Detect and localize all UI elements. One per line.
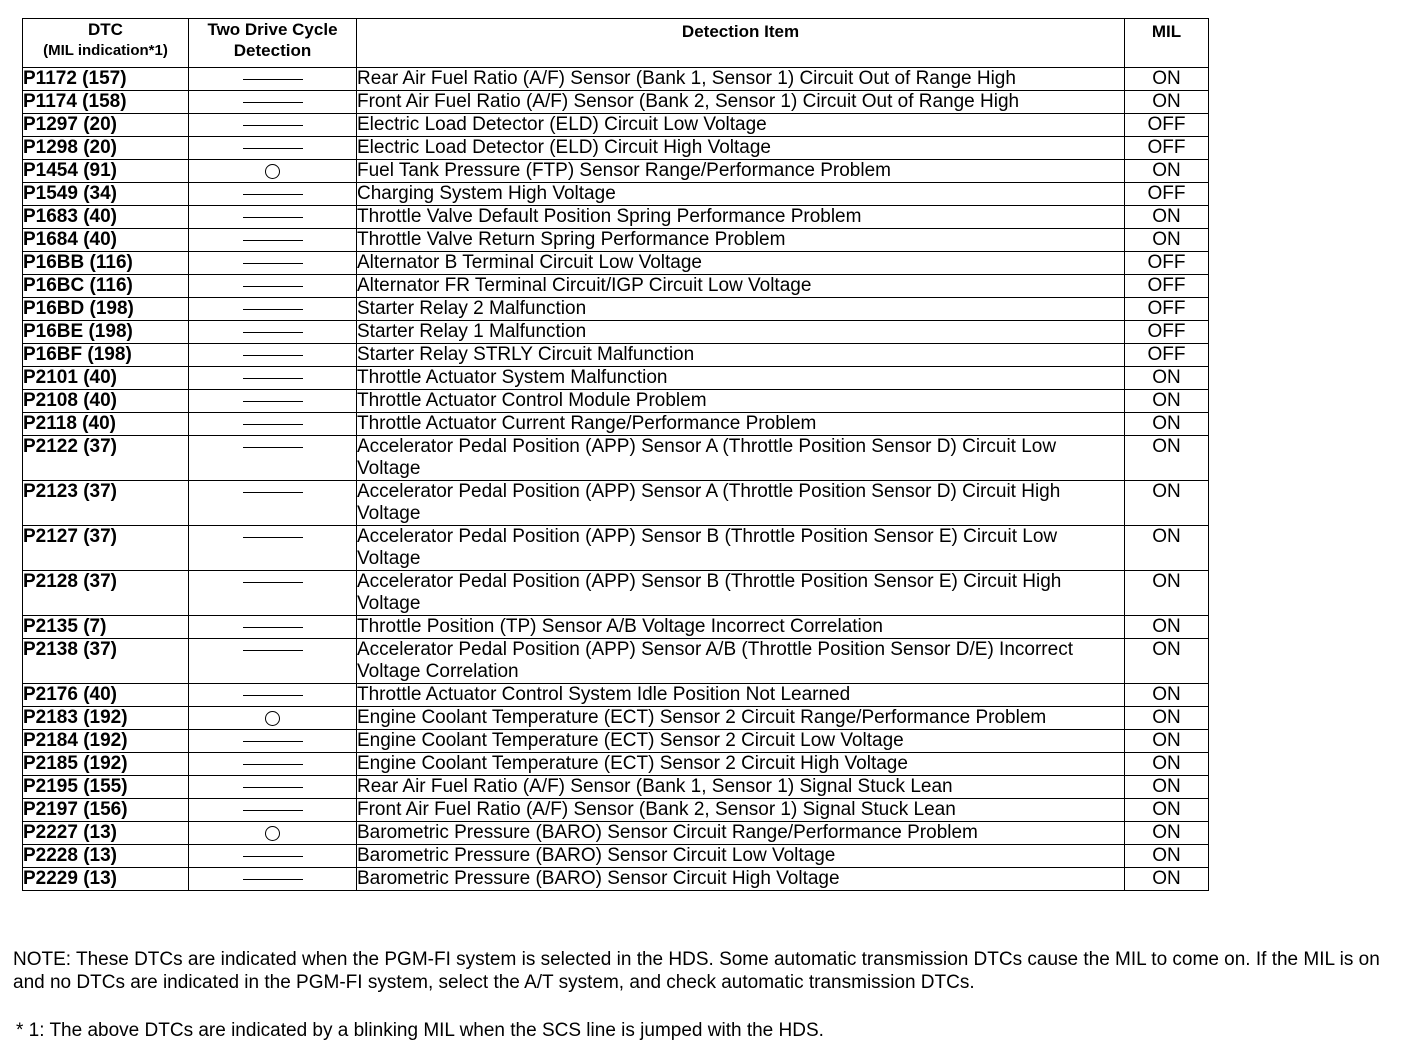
two-drive-cycle-cell <box>189 616 357 639</box>
table-row <box>23 845 1209 868</box>
two-drive-cycle-cell <box>189 845 357 868</box>
mil-status: OFF <box>1125 114 1209 137</box>
dtc-code: P1174 (158) <box>23 91 189 114</box>
dtc-code: P2195 (155) <box>23 776 189 799</box>
dtc-code: P2127 (37) <box>23 526 189 571</box>
header-detection-item: Detection Item <box>357 19 1125 68</box>
header-two-drive-cycle <box>189 19 357 68</box>
dash-mark-icon <box>243 125 303 126</box>
two-drive-cycle-cell <box>189 707 357 730</box>
table-row <box>23 390 1209 413</box>
table-row <box>23 137 1209 160</box>
table-row <box>23 91 1209 114</box>
dtc-code: P16BC (116) <box>23 275 189 298</box>
detection-item: Accelerator Pedal Position (APP) Sensor A (Throttle Position Sensor D) Circuit Low Voltage <box>357 436 1125 481</box>
table-row <box>23 68 1209 91</box>
table-row <box>23 114 1209 137</box>
dash-mark-icon <box>243 148 303 149</box>
table-row <box>23 684 1209 707</box>
detection-item: Barometric Pressure (BARO) Sensor Circuit Range/Performance Problem <box>357 822 1125 845</box>
two-drive-cycle-cell <box>189 344 357 367</box>
two-drive-cycle-cell <box>189 822 357 845</box>
dtc-code: P1172 (157) <box>23 68 189 91</box>
detection-item: Engine Coolant Temperature (ECT) Sensor 2 Circuit High Voltage <box>357 753 1125 776</box>
detection-item: Starter Relay STRLY Circuit Malfunction <box>357 344 1125 367</box>
detection-item: Front Air Fuel Ratio (A/F) Sensor (Bank 2, Sensor 1) Circuit Out of Range High <box>357 91 1125 114</box>
dash-mark-icon <box>243 194 303 195</box>
detection-item: Accelerator Pedal Position (APP) Sensor A/B (Throttle Position Sensor D/E) Incorrect Voltage Correlation <box>357 639 1125 684</box>
dash-mark-icon <box>243 650 303 651</box>
two-drive-cycle-cell <box>189 68 357 91</box>
table-row <box>23 481 1209 526</box>
table-row <box>23 160 1209 183</box>
two-drive-cycle-cell <box>189 571 357 616</box>
table-row <box>23 753 1209 776</box>
detection-item: Throttle Position (TP) Sensor A/B Voltage Incorrect Correlation <box>357 616 1125 639</box>
two-drive-cycle-cell <box>189 730 357 753</box>
mil-status: ON <box>1125 68 1209 91</box>
mil-status: ON <box>1125 776 1209 799</box>
mil-status: ON <box>1125 616 1209 639</box>
header-dtc <box>23 19 189 68</box>
dash-mark-icon <box>243 492 303 493</box>
dash-mark-icon <box>243 764 303 765</box>
two-drive-cycle-cell <box>189 206 357 229</box>
detection-item: Engine Coolant Temperature (ECT) Sensor 2 Circuit Low Voltage <box>357 730 1125 753</box>
detection-item: Alternator FR Terminal Circuit/IGP Circuit Low Voltage <box>357 275 1125 298</box>
dtc-code: P1684 (40) <box>23 229 189 252</box>
dash-mark-icon <box>243 102 303 103</box>
dash-mark-icon <box>243 856 303 857</box>
dtc-code: P16BE (198) <box>23 321 189 344</box>
footnote-text: * 1: The above DTCs are indicated by a blinking MIL when the SCS line is jumped with the HDS. <box>16 1020 824 1041</box>
dtc-code: P2118 (40) <box>23 413 189 436</box>
two-drive-cycle-cell <box>189 137 357 160</box>
dtc-code: P1297 (20) <box>23 114 189 137</box>
header-dtc-line2: (MIL indication*1) <box>43 42 168 59</box>
table-row <box>23 707 1209 730</box>
table-row <box>23 229 1209 252</box>
table-row <box>23 298 1209 321</box>
dtc-code: P2184 (192) <box>23 730 189 753</box>
circle-mark-icon <box>265 164 280 179</box>
detection-item: Accelerator Pedal Position (APP) Sensor B (Throttle Position Sensor E) Circuit Low Voltage <box>357 526 1125 571</box>
dash-mark-icon <box>243 355 303 356</box>
dash-mark-icon <box>243 217 303 218</box>
dash-mark-icon <box>243 537 303 538</box>
table-row <box>23 413 1209 436</box>
table-row <box>23 252 1209 275</box>
mil-status: ON <box>1125 390 1209 413</box>
table-row <box>23 367 1209 390</box>
dtc-code: P2101 (40) <box>23 367 189 390</box>
mil-status: ON <box>1125 571 1209 616</box>
dtc-code: P2176 (40) <box>23 684 189 707</box>
dtc-code: P2135 (7) <box>23 616 189 639</box>
detection-item: Front Air Fuel Ratio (A/F) Sensor (Bank 2, Sensor 1) Signal Stuck Lean <box>357 799 1125 822</box>
detection-item: Rear Air Fuel Ratio (A/F) Sensor (Bank 1, Sensor 1) Circuit Out of Range High <box>357 68 1125 91</box>
dash-mark-icon <box>243 309 303 310</box>
dash-mark-icon <box>243 879 303 880</box>
dtc-code: P2138 (37) <box>23 639 189 684</box>
detection-item: Accelerator Pedal Position (APP) Sensor A (Throttle Position Sensor D) Circuit High Voltage <box>357 481 1125 526</box>
header-two-drive-line2: Detection <box>233 41 312 60</box>
mil-status: ON <box>1125 229 1209 252</box>
detection-item: Throttle Actuator Control Module Problem <box>357 390 1125 413</box>
dash-mark-icon <box>243 79 303 80</box>
two-drive-cycle-cell <box>189 639 357 684</box>
mil-status: OFF <box>1125 298 1209 321</box>
two-drive-cycle-cell <box>189 114 357 137</box>
dtc-table <box>22 18 1209 891</box>
table-row <box>23 206 1209 229</box>
two-drive-cycle-cell <box>189 684 357 707</box>
dash-mark-icon <box>243 263 303 264</box>
table-row <box>23 730 1209 753</box>
dash-mark-icon <box>243 332 303 333</box>
dash-mark-icon <box>243 582 303 583</box>
table-row <box>23 526 1209 571</box>
detection-item: Rear Air Fuel Ratio (A/F) Sensor (Bank 1, Sensor 1) Signal Stuck Lean <box>357 776 1125 799</box>
two-drive-cycle-cell <box>189 160 357 183</box>
mil-status: ON <box>1125 413 1209 436</box>
header-two-drive-line1: Two Drive Cycle <box>207 20 338 39</box>
dash-mark-icon <box>243 286 303 287</box>
mil-status: OFF <box>1125 344 1209 367</box>
dtc-code: P1683 (40) <box>23 206 189 229</box>
two-drive-cycle-cell <box>189 252 357 275</box>
detection-item: Throttle Actuator Control System Idle Position Not Learned <box>357 684 1125 707</box>
mil-status: ON <box>1125 481 1209 526</box>
two-drive-cycle-cell <box>189 481 357 526</box>
mil-status: ON <box>1125 845 1209 868</box>
dtc-code: P1549 (34) <box>23 183 189 206</box>
table-row <box>23 275 1209 298</box>
dtc-code: P2122 (37) <box>23 436 189 481</box>
table-header-row <box>23 19 1209 68</box>
detection-item: Barometric Pressure (BARO) Sensor Circuit Low Voltage <box>357 845 1125 868</box>
dtc-code: P1298 (20) <box>23 137 189 160</box>
mil-status: ON <box>1125 799 1209 822</box>
dash-mark-icon <box>243 627 303 628</box>
dtc-code: P1454 (91) <box>23 160 189 183</box>
table-body <box>23 68 1209 891</box>
table-row <box>23 799 1209 822</box>
mil-status: ON <box>1125 822 1209 845</box>
mil-status: ON <box>1125 160 1209 183</box>
detection-item: Fuel Tank Pressure (FTP) Sensor Range/Performance Problem <box>357 160 1125 183</box>
note-text: NOTE: These DTCs are indicated when the PGM-FI system is selected in the HDS. Some automatic transmission DTCs cause the MIL to come on. If the MIL is on and no DTCs are indicated in the PGM-FI system, select the A/T system, and check automatic transmission DTCs. <box>13 949 1380 993</box>
two-drive-cycle-cell <box>189 868 357 891</box>
detection-item: Electric Load Detector (ELD) Circuit Low Voltage <box>357 114 1125 137</box>
table-row <box>23 868 1209 891</box>
mil-status: ON <box>1125 206 1209 229</box>
dash-mark-icon <box>243 240 303 241</box>
dash-mark-icon <box>243 401 303 402</box>
dtc-code: P2228 (13) <box>23 845 189 868</box>
dtc-code: P2185 (192) <box>23 753 189 776</box>
mil-status: OFF <box>1125 252 1209 275</box>
mil-status: OFF <box>1125 321 1209 344</box>
detection-item: Charging System High Voltage <box>357 183 1125 206</box>
dtc-code: P2108 (40) <box>23 390 189 413</box>
two-drive-cycle-cell <box>189 275 357 298</box>
mil-status: ON <box>1125 684 1209 707</box>
detection-item: Accelerator Pedal Position (APP) Sensor B (Throttle Position Sensor E) Circuit High Voltage <box>357 571 1125 616</box>
two-drive-cycle-cell <box>189 753 357 776</box>
dash-mark-icon <box>243 695 303 696</box>
mil-status: OFF <box>1125 137 1209 160</box>
mil-status: ON <box>1125 367 1209 390</box>
dash-mark-icon <box>243 378 303 379</box>
two-drive-cycle-cell <box>189 413 357 436</box>
detection-item: Throttle Valve Return Spring Performance Problem <box>357 229 1125 252</box>
detection-item: Alternator B Terminal Circuit Low Voltage <box>357 252 1125 275</box>
dtc-code: P16BF (198) <box>23 344 189 367</box>
two-drive-cycle-cell <box>189 229 357 252</box>
detection-item: Throttle Actuator System Malfunction <box>357 367 1125 390</box>
mil-status: ON <box>1125 639 1209 684</box>
table-row <box>23 639 1209 684</box>
two-drive-cycle-cell <box>189 776 357 799</box>
dtc-code: P16BB (116) <box>23 252 189 275</box>
dash-mark-icon <box>243 424 303 425</box>
dash-mark-icon <box>243 787 303 788</box>
mil-status: ON <box>1125 91 1209 114</box>
header-mil: MIL <box>1125 19 1209 68</box>
detection-item: Barometric Pressure (BARO) Sensor Circuit High Voltage <box>357 868 1125 891</box>
mil-status: ON <box>1125 526 1209 571</box>
table-row <box>23 183 1209 206</box>
detection-item: Throttle Actuator Current Range/Performance Problem <box>357 413 1125 436</box>
table-row <box>23 822 1209 845</box>
mil-status: ON <box>1125 753 1209 776</box>
table-row <box>23 776 1209 799</box>
dtc-code: P2227 (13) <box>23 822 189 845</box>
dash-mark-icon <box>243 810 303 811</box>
detection-item: Throttle Valve Default Position Spring Performance Problem <box>357 206 1125 229</box>
mil-status: ON <box>1125 730 1209 753</box>
dtc-code: P2128 (37) <box>23 571 189 616</box>
dtc-code: P2123 (37) <box>23 481 189 526</box>
dtc-code: P2229 (13) <box>23 868 189 891</box>
two-drive-cycle-cell <box>189 183 357 206</box>
two-drive-cycle-cell <box>189 91 357 114</box>
table-row <box>23 344 1209 367</box>
mil-status: ON <box>1125 707 1209 730</box>
mil-status: ON <box>1125 868 1209 891</box>
two-drive-cycle-cell <box>189 321 357 344</box>
circle-mark-icon <box>265 826 280 841</box>
dash-mark-icon <box>243 447 303 448</box>
two-drive-cycle-cell <box>189 436 357 481</box>
dtc-code: P2197 (156) <box>23 799 189 822</box>
dtc-code: P16BD (198) <box>23 298 189 321</box>
header-dtc-line1: DTC <box>88 20 123 39</box>
mil-status: ON <box>1125 436 1209 481</box>
dtc-code: P2183 (192) <box>23 707 189 730</box>
dash-mark-icon <box>243 741 303 742</box>
detection-item: Engine Coolant Temperature (ECT) Sensor 2 Circuit Range/Performance Problem <box>357 707 1125 730</box>
table-row <box>23 616 1209 639</box>
two-drive-cycle-cell <box>189 367 357 390</box>
table-row <box>23 321 1209 344</box>
two-drive-cycle-cell <box>189 799 357 822</box>
detection-item: Starter Relay 2 Malfunction <box>357 298 1125 321</box>
two-drive-cycle-cell <box>189 390 357 413</box>
two-drive-cycle-cell <box>189 526 357 571</box>
table-row <box>23 571 1209 616</box>
circle-mark-icon <box>265 711 280 726</box>
detection-item: Starter Relay 1 Malfunction <box>357 321 1125 344</box>
table-row <box>23 436 1209 481</box>
two-drive-cycle-cell <box>189 298 357 321</box>
mil-status: OFF <box>1125 275 1209 298</box>
mil-status: OFF <box>1125 183 1209 206</box>
detection-item: Electric Load Detector (ELD) Circuit High Voltage <box>357 137 1125 160</box>
